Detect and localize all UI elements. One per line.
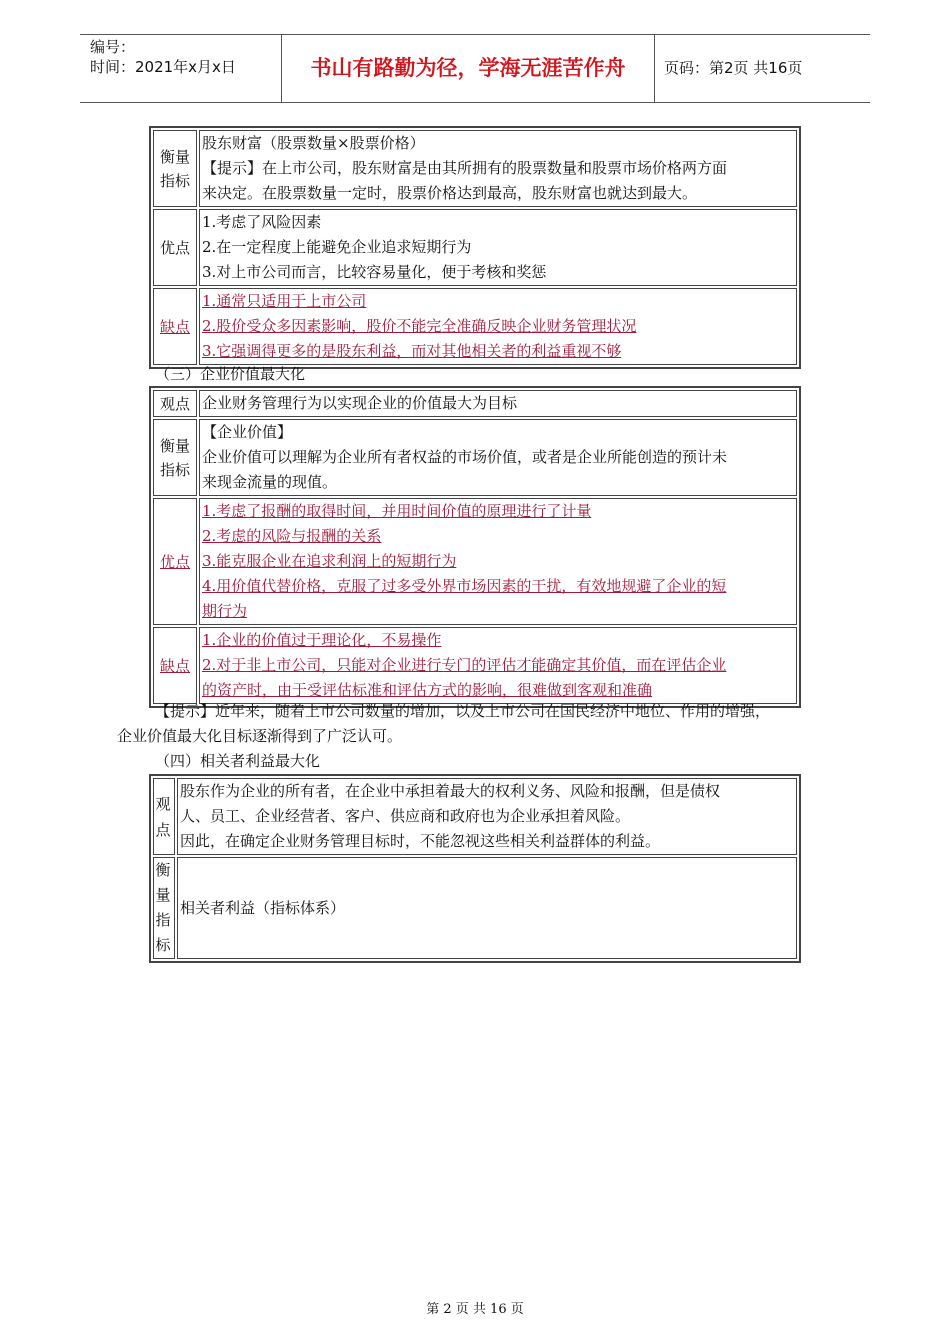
- row-content: 相关者利益（指标体系）: [177, 857, 797, 959]
- row-content: 企业财务管理行为以实现企业的价值最大为目标: [199, 390, 797, 417]
- tip-line-1: 【提示】近年来，随着上市公司数量的增加，以及上市公司在国民经济中地位、作用的增强，: [155, 702, 771, 720]
- row-label: 衡量指标: [153, 857, 175, 959]
- row-content: 1.考虑了报酬的取得时间，并用时间价值的原理进行了计量 2.考虑的风险与报酬的关系 3.能克服企业在追求利润上的短期行为 4.用价值代替价格，克服了过多受外界市场因素的干扰，有效地规避了企业的短 期行为: [199, 498, 797, 625]
- table-row: [153, 778, 797, 855]
- section-title: （三）企业价值最大化: [155, 365, 306, 383]
- header-motto: 书山有路勤为径，学海无涯苦作舟: [281, 35, 655, 102]
- row-label: 衡量指标: [153, 130, 197, 207]
- serial-label: 编号：: [90, 38, 136, 56]
- table-row: [153, 130, 797, 207]
- table-row: [153, 419, 797, 496]
- row-label: 优点: [153, 209, 197, 286]
- table-row: [153, 627, 797, 704]
- row-label: 衡量指标: [153, 419, 197, 496]
- page-footer: 第 2 页 共 16 页: [426, 1302, 524, 1317]
- shareholder-wealth-table: [149, 126, 801, 369]
- page-header: [80, 34, 870, 103]
- time-label: 时间：2021年x月x日: [90, 58, 236, 76]
- row-content: 【企业价值】 企业价值可以理解为企业所有者权益的市场价值，或者是企业所能创造的预计未 来现金流量的现值。: [199, 419, 797, 496]
- header-page-info: 页码：第2页 共16页: [664, 59, 803, 77]
- row-content: 1.通常只适用于上市公司 2.股价受众多因素影响，股价不能完全准确反映企业财务管理状况 3.它强调得更多的是股东利益，而对其他相关者的利益重视不够: [199, 288, 797, 365]
- enterprise-value-table: [149, 386, 801, 708]
- table-row: [153, 209, 797, 286]
- table-row: [153, 857, 797, 959]
- table-row: [153, 498, 797, 625]
- row-content: 1.企业的价值过于理论化，不易操作 2.对于非上市公司，只能对企业进行专门的评估才能确定其价值，而在评估企业 的资产时，由于受评估标准和评估方式的影响，很难做到客观和准确: [199, 627, 797, 704]
- header-meta: [80, 35, 280, 102]
- row-label: 观点: [153, 778, 175, 855]
- stakeholder-table: [149, 774, 801, 963]
- row-label: 观点: [153, 390, 197, 417]
- tip-line-2: 企业价值最大化目标逐渐得到了广泛认可。: [117, 727, 403, 745]
- row-content: 股东财富（股票数量×股票价格） 【提示】在上市公司，股东财富是由其所拥有的股票数量和股票市场价格两方面 来决定。在股票数量一定时，股票价格达到最高，股东财富也就达到最大。: [199, 130, 797, 207]
- section-title: （四）相关者利益最大化: [155, 752, 321, 770]
- row-label: 缺点: [153, 627, 197, 704]
- row-content: 股东作为企业的所有者，在企业中承担着最大的权利义务、风险和报酬，但是债权 人、员工、企业经营者、客户、供应商和政府也为企业承担着风险。 因此，在确定企业财务管理目标时，不能忽视这些相关利益群体的利益。: [177, 778, 797, 855]
- row-label: 缺点: [153, 288, 197, 365]
- row-label: 优点: [153, 498, 197, 625]
- row-content: 1.考虑了风险因素 2.在一定程度上能避免企业追求短期行为 3.对上市公司而言，比较容易量化，便于考核和奖惩: [199, 209, 797, 286]
- table-row: [153, 390, 797, 417]
- table-row: [153, 288, 797, 365]
